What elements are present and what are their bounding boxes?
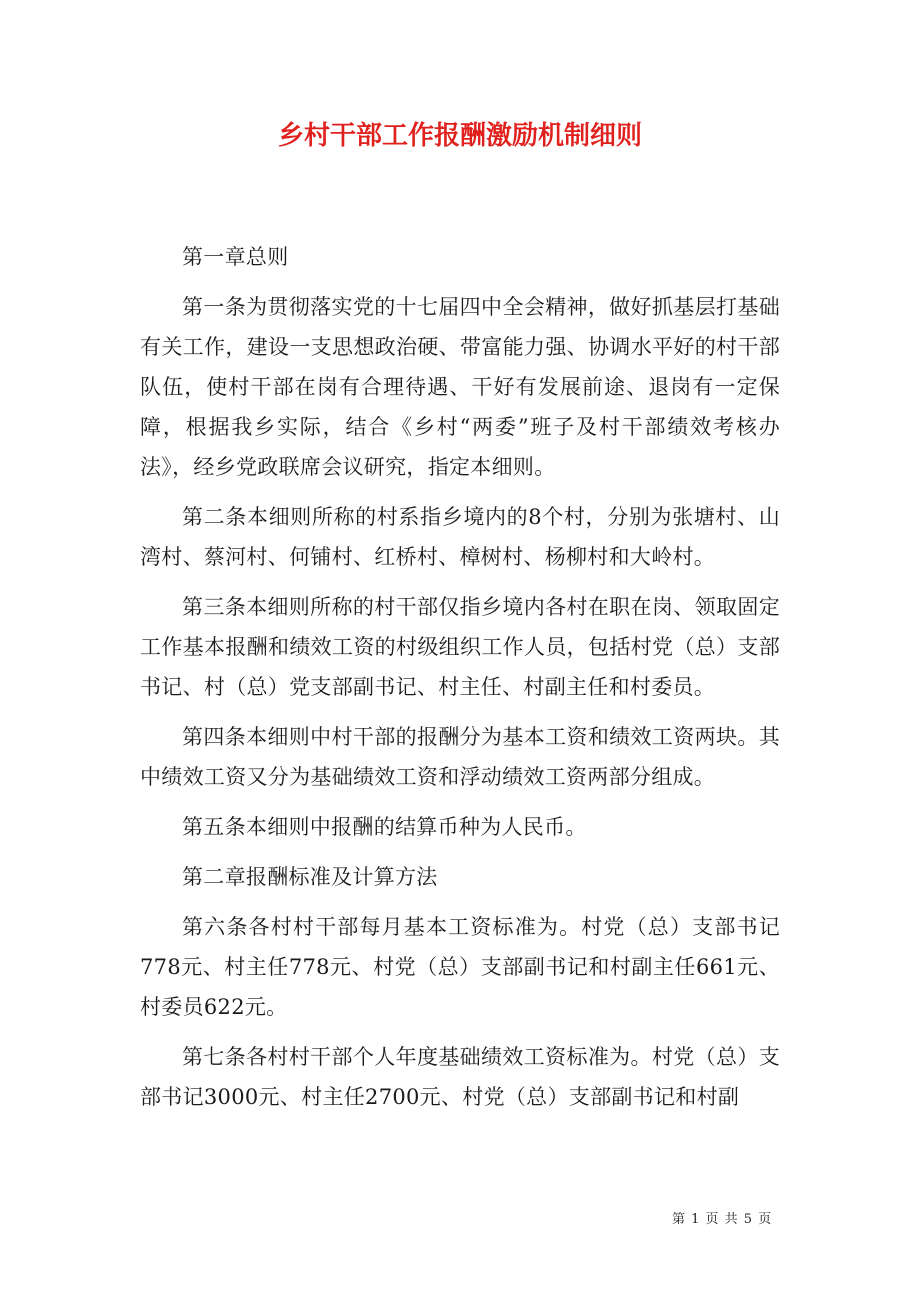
article-paragraph: 第三条本细则所称的村干部仅指乡境内各村在职在岗、领取固定工作基本报酬和绩效工资的村级组织工作人员，包括村党（总）支部书记、村（总）党支部副书记、村主任、村副主任和村委员。 <box>140 595 780 699</box>
page-number-label: 第 1 页 共 5 页 <box>672 1212 773 1227</box>
document-body <box>140 237 780 1127</box>
chapter-heading: 第二章报酬标准及计算方法 <box>182 865 438 889</box>
article-paragraph: 第一条为贯彻落实党的十七届四中全会精神，做好抓基层打基础有关工作，建设一支思想政治硬、带富能力强、协调水平好的村干部队伍，使村干部在岗有合理待遇、干好有发展前途、退岗有一定保障，根据我乡实际，结合《乡村“两委”班子及村干部绩效考核办法》，经乡党政联席会议研究，指定本细则。 <box>140 295 780 479</box>
article-paragraph: 第七条各村村干部个人年度基础绩效工资标准为。村党（总）支部书记3000元、村主任2700元、村党（总）支部副书记和村副 <box>140 1045 780 1109</box>
article-paragraph: 第五条本细则中报酬的结算币种为人民币。 <box>182 815 587 839</box>
article-paragraph: 第六条各村村干部每月基本工资标准为。村党（总）支部书记778元、村主任778元、村党（总）支部副书记和村副主任661元、村委员622元。 <box>140 915 780 1019</box>
document-title: 乡村干部工作报酬激励机制细则 <box>277 121 642 151</box>
article-paragraph: 第二条本细则所称的村系指乡境内的8个村，分别为张塘村、山湾村、蔡河村、何铺村、红桥村、樟树村、杨柳村和大岭村。 <box>140 505 780 569</box>
page-footer <box>672 1208 772 1227</box>
chapter-heading: 第一章总则 <box>182 245 289 269</box>
article-paragraph: 第四条本细则中村干部的报酬分为基本工资和绩效工资两块。其中绩效工资又分为基础绩效工资和浮动绩效工资两部分组成。 <box>140 725 780 789</box>
